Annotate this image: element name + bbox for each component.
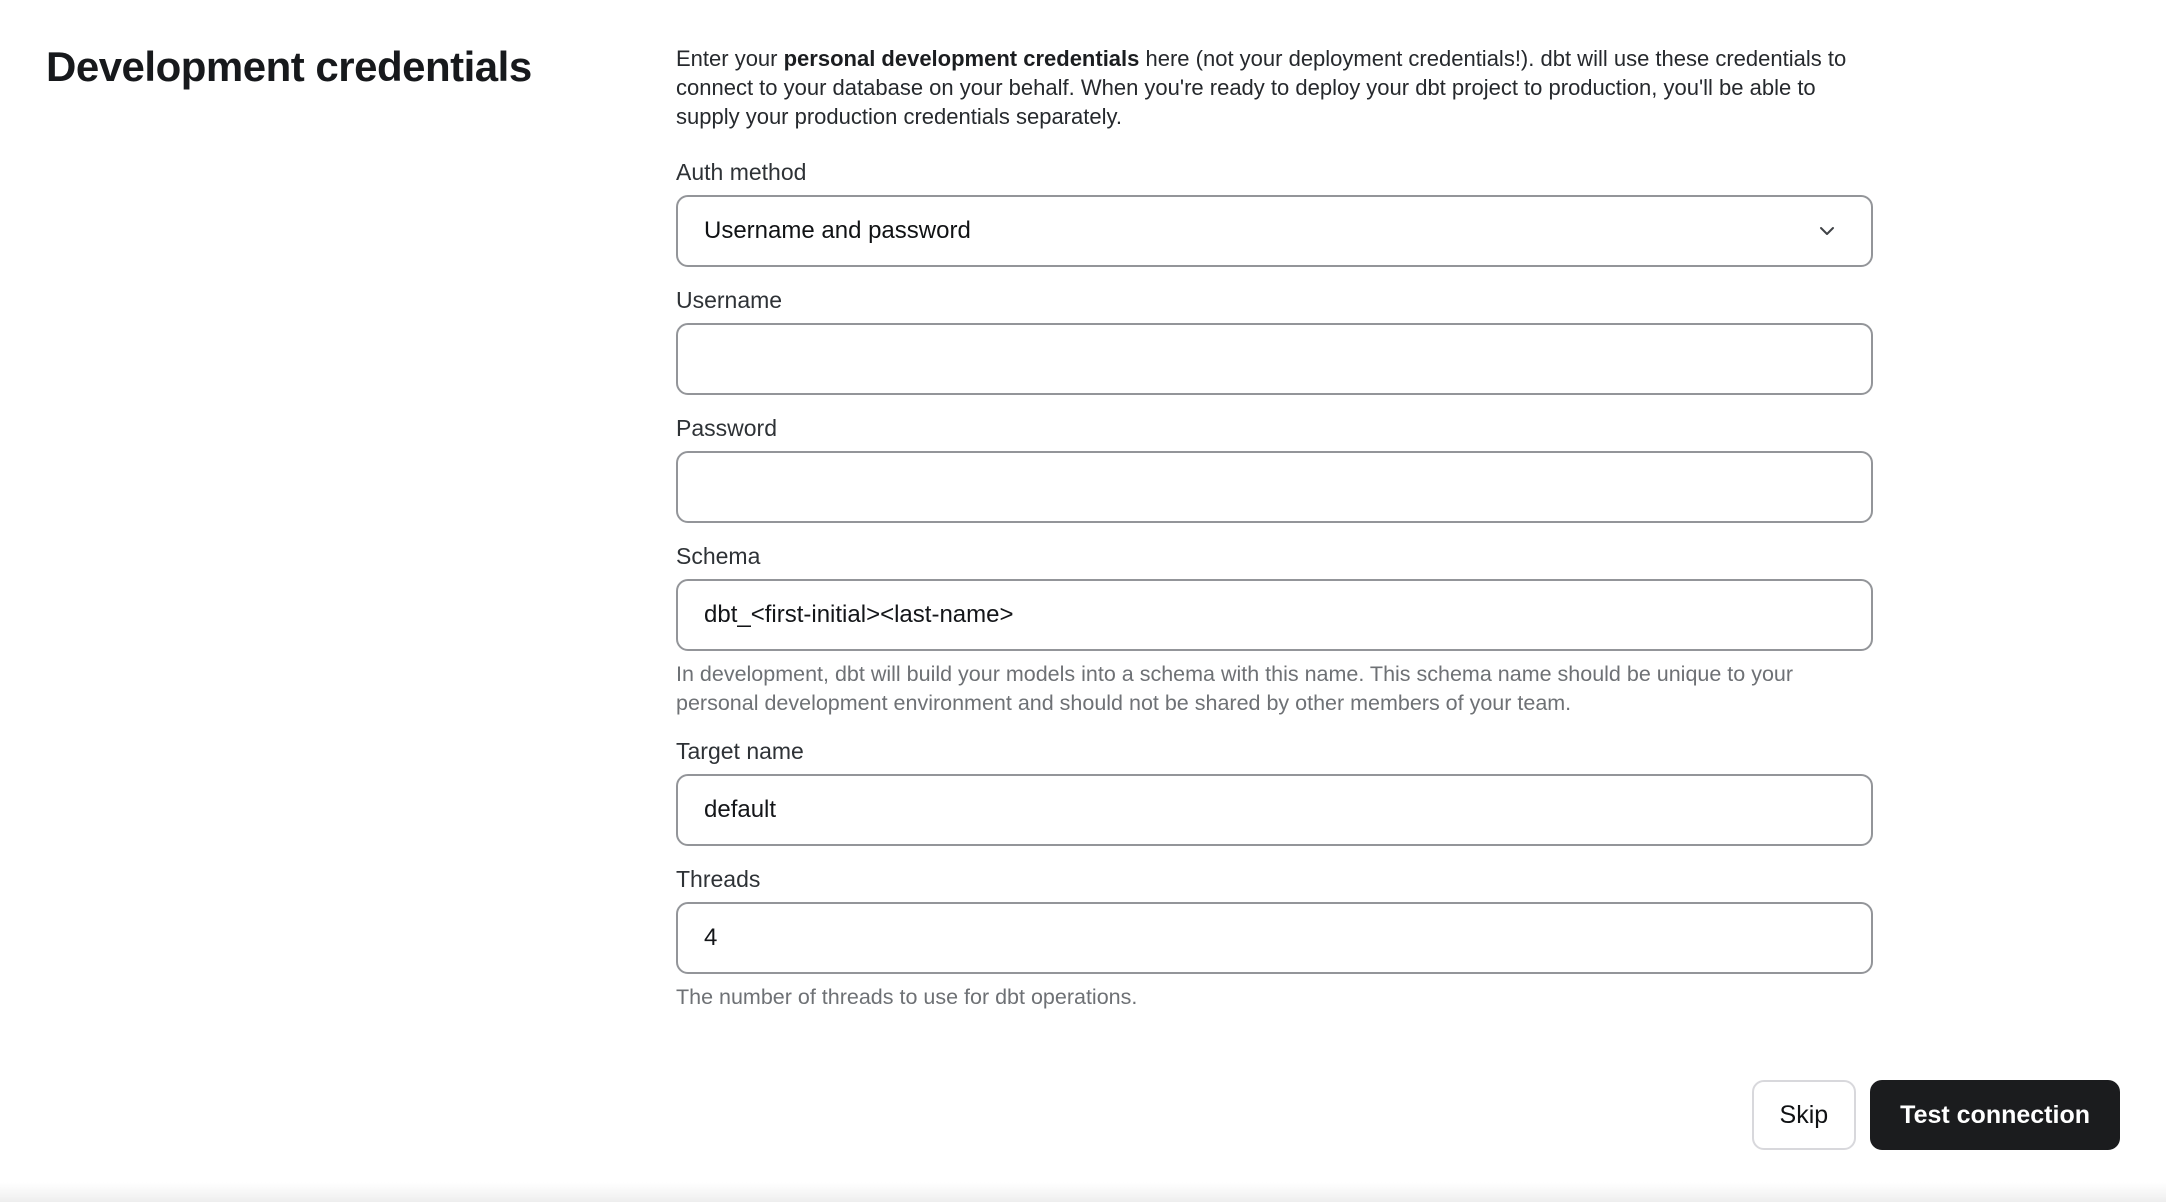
schema-field-group (676, 541, 1873, 718)
auth-method-field-group (676, 157, 1873, 267)
section-title-column (46, 44, 676, 1202)
threads-input[interactable] (676, 902, 1873, 974)
username-field-group (676, 285, 1873, 395)
page-title: Development credentials (46, 43, 532, 90)
test-connection-button[interactable]: Test connection (1870, 1080, 2120, 1150)
password-input[interactable] (676, 451, 1873, 523)
form-actions (1752, 1080, 2120, 1150)
threads-label: Threads (676, 866, 761, 892)
schema-help-text: In development, dbt will build your models into a schema with this name. This schema name should be unique to your personal development environment and should not be shared by other members of your team. (676, 662, 1794, 715)
username-label: Username (676, 287, 783, 313)
intro-text-before: Enter your (676, 46, 784, 71)
threads-help-text: The number of threads to use for dbt operations. (676, 985, 1138, 1009)
intro-text-bold: personal development credentials (783, 46, 1140, 71)
password-label: Password (676, 415, 777, 441)
username-input[interactable] (676, 323, 1873, 395)
target-name-field-group (676, 736, 1873, 846)
credentials-form (676, 44, 1873, 1202)
target-name-input[interactable] (676, 774, 1873, 846)
intro-paragraph (676, 44, 1873, 131)
password-field-group (676, 413, 1873, 523)
schema-label: Schema (676, 543, 761, 569)
skip-button[interactable]: Skip (1752, 1080, 1857, 1150)
auth-method-selected-value: Username and password (704, 217, 971, 244)
intro-text-after: here (not your deployment credentials!). dbt will use these credentials to connect to your database on your behalf. When you're ready to deploy your dbt project to production, you'll be able to supply your production credentials separately. (676, 46, 1847, 129)
schema-input[interactable] (676, 579, 1873, 651)
target-name-label: Target name (676, 738, 804, 764)
threads-field-group (676, 864, 1873, 1012)
auth-method-label: Auth method (676, 159, 807, 185)
auth-method-select[interactable] (676, 195, 1873, 267)
chevron-down-icon (1815, 219, 1839, 243)
